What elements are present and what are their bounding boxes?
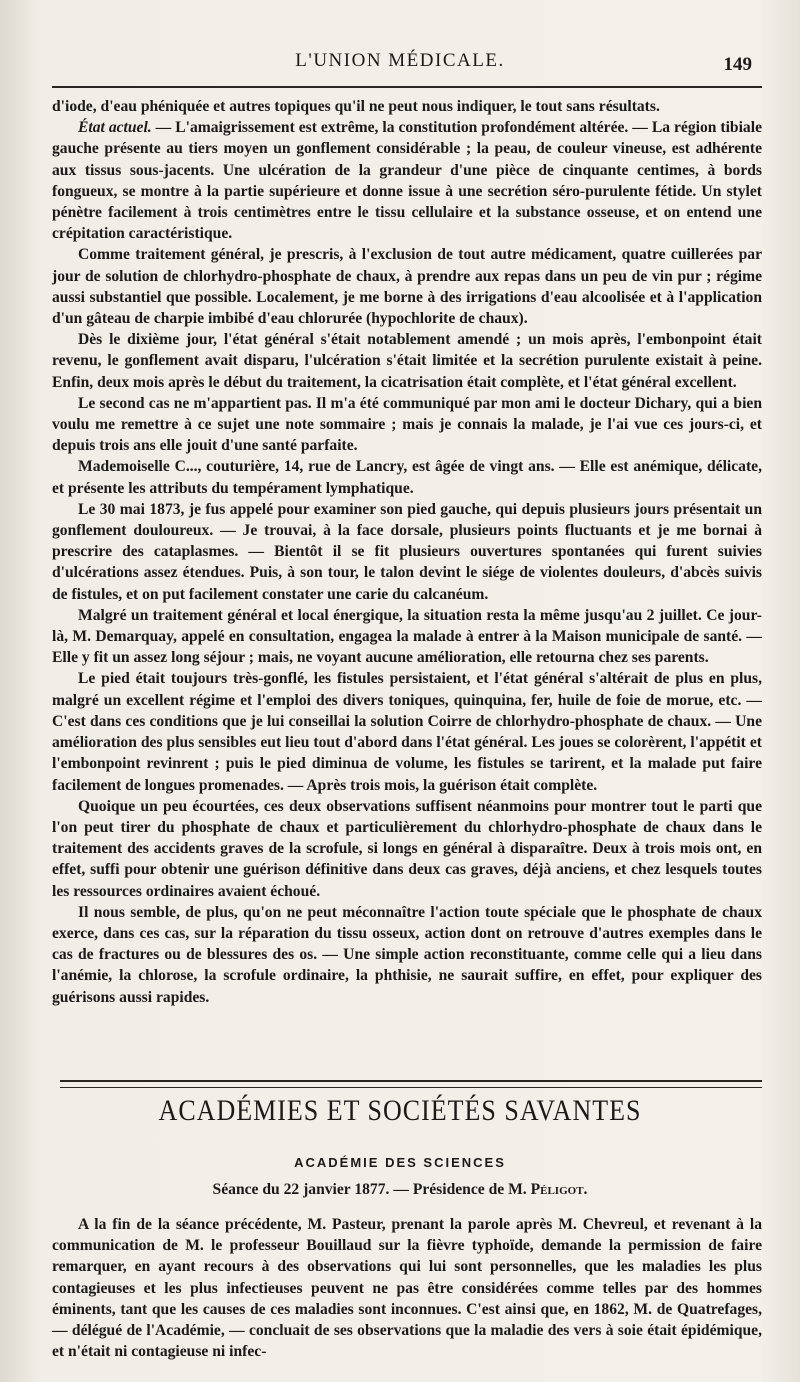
section-title: ACADÉMIES ET SOCIÉTÉS SAVANTES: [158, 1093, 642, 1128]
paragraph: Le 30 mai 1873, je fus appelé pour examiner son pied gauche, qui depuis plusieurs jours présentait un gonflement douloureux. — Je trouvai, à la face dorsale, plusieurs points fluctuants et je me bornai à prescrire des cataplasmes. — Bientôt il se fit plusieurs ouvertures spontanées qui furent suivies d'ulcérations assez étendues. Puis, à son tour, le talon devint le siége de violentes douleurs, d'abcès suivis de fistules, et on put facilement constater une carie du calcanéum.: [52, 500, 762, 603]
paragraph: Quoique un peu écourtées, ces deux observations suffisent néanmoins pour montrer tout le parti que l'on peut tirer du phosphate de chaux et particulièrement du chlorhydro-phosphate de chaux dans le traitement des accidents graves de la scrofule, si longs en général à disparaître. Deux à trois mois ont, en effet, suffi pour obtenir une guérison définitive dans deux cas graves, déjà anciens, et chez lesquels toutes les ressources ordinaires avaient échoué.: [52, 797, 762, 900]
president-name: Péligot: [530, 1181, 584, 1198]
section-body: [52, 1214, 762, 1362]
journal-title: L'UNION MÉDICALE.: [295, 50, 505, 71]
article-body: [52, 96, 762, 1008]
paragraph-lead: État actuel.: [78, 119, 152, 137]
running-head: [0, 48, 800, 78]
paragraph: Dès le dixième jour, l'état général s'était notablement amendé ; un mois après, l'embonpoint était revenu, le gonflement avait disparu, l'ulcération s'était limitée et la secrétion purulente existait à peine. Enfin, deux mois après le début du traitement, la cicatrisation était complète, et l'état général excellent.: [52, 331, 762, 391]
section-subtitle: ACADÉMIE DES SCIENCES: [294, 1155, 506, 1170]
paragraph: Mademoiselle C..., couturière, 14, rue de Lancry, est âgée de vingt ans. — Elle est anémique, délicate, et présente les attributs du tempérament lymphatique.: [52, 458, 762, 497]
paragraph: Le second cas ne m'appartient pas. Il m'a été communiqué par mon ami le docteur Dichary, qui a bien voulu me remettre à ce sujet une note sommaire ; mais je connais la malade, je l'ai vue ces jours-ci, et depuis trois ans elle jouit d'une santé parfaite.: [52, 394, 762, 455]
session-line: Séance du 22 janvier 1877. — Présidence de M. Péligot.: [212, 1181, 588, 1198]
paragraph: Malgré un traitement général et local énergique, la situation resta la même jusqu'au 2 juillet. Ce jour-là, M. Demarquay, appelé en consultation, engagea la malade à entrer à la Maison municipale de santé. — Elle y fit un assez long séjour ; mais, ne voyant aucune amélioration, elle retourna chez ses parents.: [52, 606, 762, 667]
paragraph: État actuel. — L'amaigrissement est extrême, la constitution profondément altérée. — La région tibiale gauche présente au tiers moyen un gonflement considérable ; la peau, de couleur vineuse, est adhérente aux tissus sous-jacents. Une ulcération de la grandeur d'une pièce de cinquante centimes, à bords fongueux, se montre à la partie supérieure et donne issue à une secrétion séro-purulente fétide. Un stylet pénètre facilement à trois centimètres entre le tissu cellulaire et la substance osseuse, et on entend une crépitation caractéristique.: [52, 119, 762, 243]
header-rule: [52, 86, 762, 88]
section-divider: [60, 1080, 762, 1088]
paragraph: d'iode, d'eau phéniquée et autres topiques qu'il ne peut nous indiquer, le tout sans résultats.: [52, 98, 660, 115]
paragraph: Comme traitement général, je prescris, à l'exclusion de tout autre médicament, quatre cuillerées par jour de solution de chlorhydro-phosphate de chaux, à prendre aux repas dans un peu de vin pur ; régime aussi substantiel que possible. Localement, je me borne à des irrigations d'eau alcoolisée et à l'application d'un gâteau de charpie imbibé d'eau chlorurée (hypochlorite de chaux).: [52, 246, 762, 328]
paragraph: A la fin de la séance précédente, M. Pasteur, prenant la parole après M. Chevreul, et revenant à la communication de M. le professeur Bouillaud sur la fièvre typhoïde, demande la permission de faire remarquer, en ayant recours à des observations qui lui sont personnelles, que les maladies les plus contagieuses et les plus infectieuses peuvent ne pas être considérées comme telles par des hommes éminents, tant que les causes de ces maladies sont inconnues. C'est ainsi que, en 1862, M. de Quatrefages, — délégué de l'Académie, — concluait de ses observations que la maladie des vers à soie était épidémique, et n'était ni contagieuse ni infec-: [52, 1216, 762, 1361]
paragraph: Le pied était toujours très-gonflé, les fistules persistaient, et l'état général s'altérait de plus en plus, malgré un excellent régime et l'emploi des divers toniques, quinquina, fer, huile de foie de morue, etc. — C'est dans ces conditions que je lui conseillai la solution Coirre de chlorhydro-phosphate de chaux. — Une amélioration des plus sensibles eut lieu tout d'abord dans l'état général. Les joues se colorèrent, l'appétit et l'embonpoint revinrent ; puis le pied diminua de volume, les fistules se tarirent, et la malade put faire facilement de longues promenades. — Après trois mois, la guérison était complète.: [52, 670, 762, 794]
page-number: 149: [723, 54, 752, 75]
paragraph: Il nous semble, de plus, qu'on ne peut méconnaître l'action toute spéciale que le phosphate de chaux exerce, dans ces cas, sur la réparation du tissu osseux, action dont on retrouve d'autres exemples dans le cas de fractures ou de blessures des os. — Une simple action reconstituante, comme celle qui a lieu dans l'anémie, la chlorose, la scrofule ordinaire, la phthisie, ne saurait suffire, en effet, pour expliquer des guérisons aussi rapides.: [52, 903, 762, 1006]
